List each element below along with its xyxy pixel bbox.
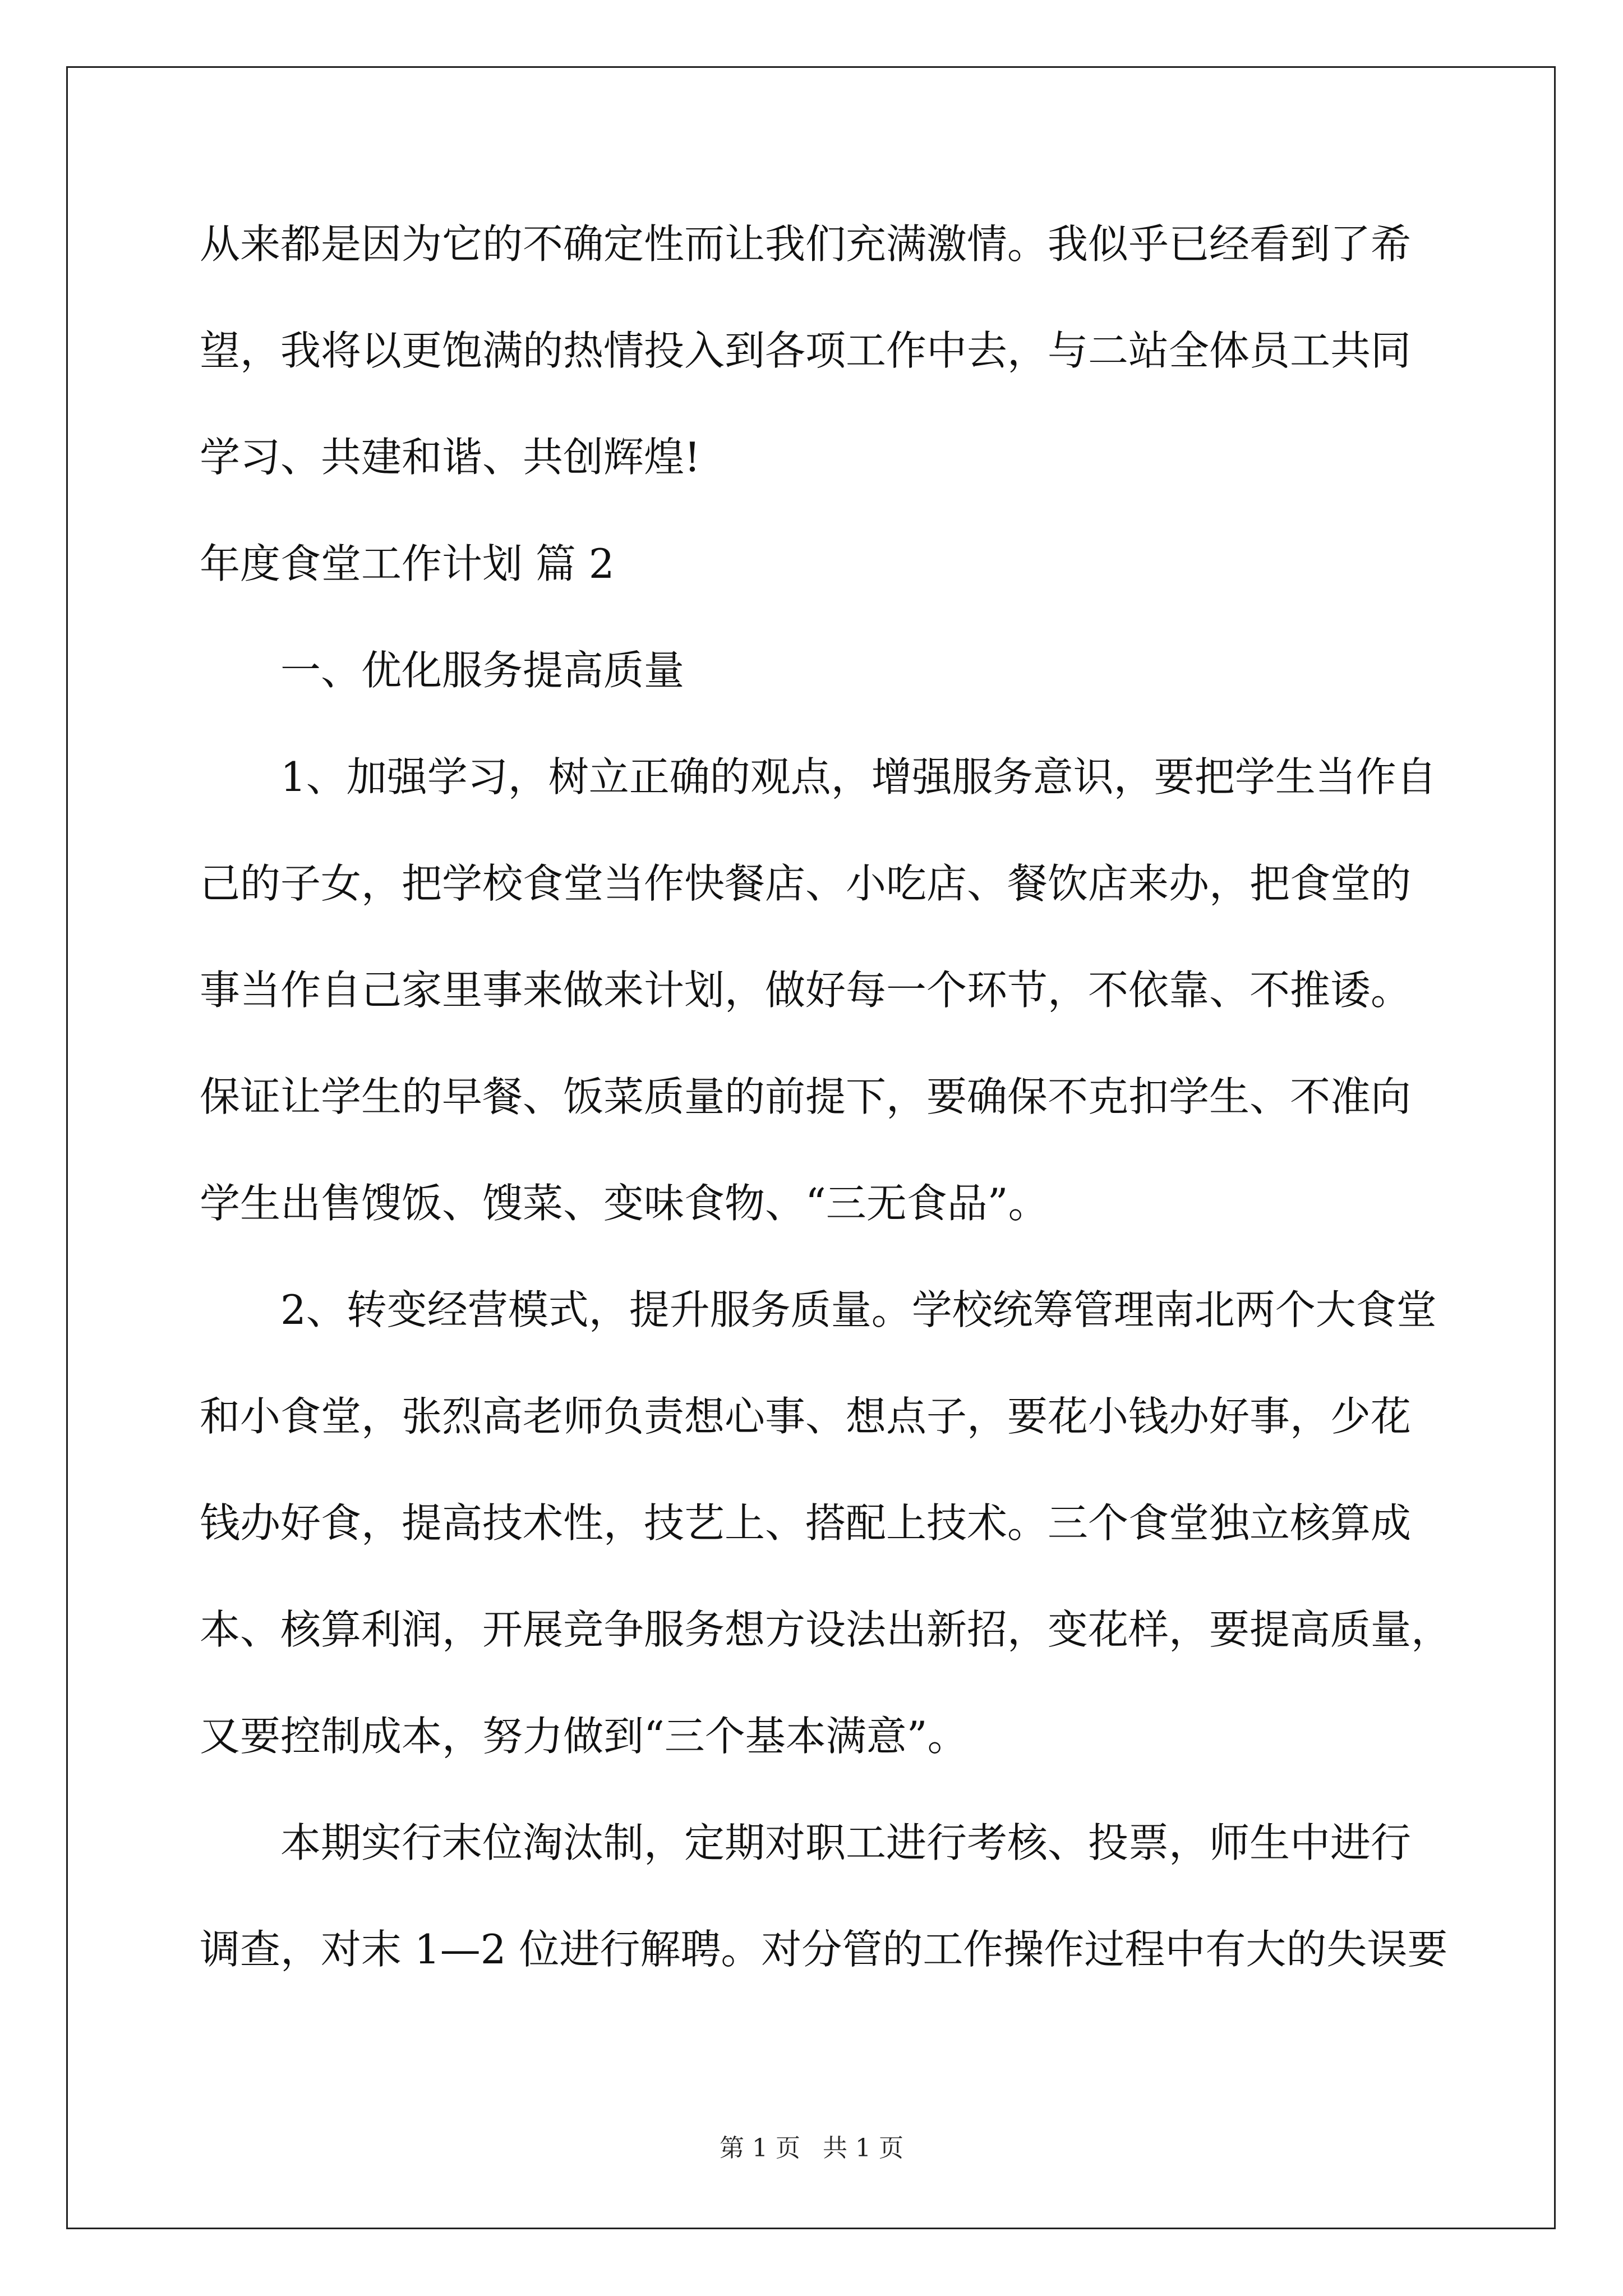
text-line: 本、核算利润，开展竞争服务想方设法出新招，变花样，要提高质量， xyxy=(200,1606,1452,1653)
text-line: 又要控制成本，努力做到“三个基本满意”。 xyxy=(200,1713,968,1760)
text-line: 从来都是因为它的不确定性而让我们充满激情。我似乎已经看到了希 xyxy=(200,220,1412,268)
text-line: 学习、共建和谐、共创辉煌! xyxy=(200,434,700,481)
text-line: 和小食堂，张烈高老师负责想心事、想点子，要花小钱办好事，少花 xyxy=(200,1393,1412,1440)
text-line: 钱办好食，提高技术性，技艺上、搭配上技术。三个食堂独立核算成 xyxy=(200,1499,1412,1547)
text-line: 调查，对末 1—2 位进行解聘。对分管的工作操作过程中有大的失误要 xyxy=(200,1926,1448,1973)
text-line: 本期实行末位淘汰制，定期对职工进行考核、投票，师生中进行 xyxy=(280,1819,1412,1866)
page-total: 共 1 页 xyxy=(823,2134,903,2162)
text-line: 1、加强学习，树立正确的观点，增强服务意识，要把学生当作自 xyxy=(280,753,1437,800)
page-footer xyxy=(0,2132,1623,2165)
text-line: 己的子女，把学校食堂当作快餐店、小吃店、餐饮店来办，把食堂的 xyxy=(200,860,1412,907)
page-number: 第 1 页 xyxy=(720,2134,800,2162)
text-line: 年度食堂工作计划 篇 2 xyxy=(200,540,615,587)
text-line: 望，我将以更饱满的热情投入到各项工作中去，与二站全体员工共同 xyxy=(200,327,1412,374)
text-line: 2、转变经营模式，提升服务质量。学校统筹管理南北两个大食堂 xyxy=(280,1286,1437,1333)
text-line: 一、优化服务提高质量 xyxy=(280,647,685,694)
text-line: 保证让学生的早餐、饭菜质量的前提下，要确保不克扣学生、不准向 xyxy=(200,1073,1412,1120)
document-body xyxy=(200,213,1452,2025)
text-line: 学生出售馊饭、馊菜、变味食物、“三无食品”。 xyxy=(200,1180,1049,1227)
text-line: 事当作自己家里事来做来计划，做好每一个环节，不依靠、不推诿。 xyxy=(200,967,1412,1014)
